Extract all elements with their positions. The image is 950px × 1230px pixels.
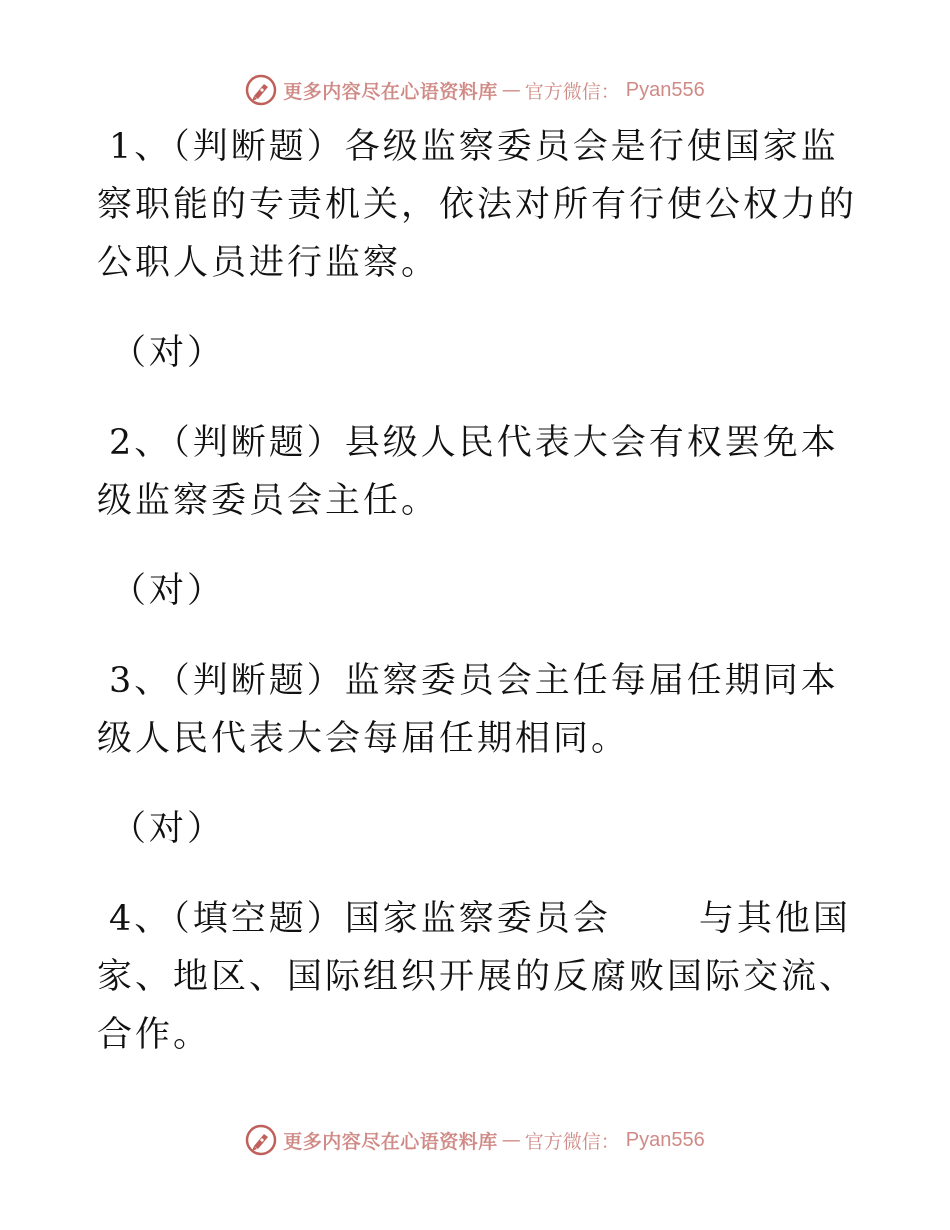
question-type: （判断题） (172, 127, 345, 167)
answer-1: （对） (111, 333, 226, 373)
question-text: 各级监察委员会是行使国家监察职能的专责机关，依法对所有行使公权力的公职人员进行监察。 (97, 127, 858, 283)
footer-watermark (0, 1120, 950, 1160)
answer-3: （对） (111, 809, 226, 849)
question-text-after-blank: 与其他国家、地区、国际组织开展的反腐败国际交流、合作。 (97, 899, 858, 1055)
watermark-wechat-label: 官方微信： (524, 1130, 620, 1153)
question-number: 4、 (109, 899, 173, 939)
question-4 (97, 890, 857, 1064)
question-type: （判断题） (172, 661, 345, 701)
question-1 (97, 118, 857, 292)
pen-nib-logo-icon (245, 74, 277, 106)
document-body (97, 118, 857, 1096)
question-2 (97, 414, 857, 530)
watermark-wechat-label: 官方微信： (524, 80, 620, 103)
header-watermark (0, 70, 950, 110)
question-3 (97, 652, 857, 768)
watermark-dash: — (501, 1129, 521, 1151)
question-type: （填空题） (172, 899, 345, 939)
question-type: （判断题） (172, 423, 345, 463)
watermark-dash: — (501, 79, 521, 101)
answer-2: （对） (111, 571, 226, 611)
watermark-wechat-id: Pyan556 (625, 78, 705, 101)
watermark-text: 更多内容尽在心语资料库 (283, 1130, 498, 1153)
question-text: 监察委员会主任每届任期同本级人民代表大会每届任期相同。 (97, 661, 839, 759)
question-number: 1、 (109, 127, 173, 167)
watermark-wechat-id: Pyan556 (625, 1128, 705, 1151)
question-number: 2、 (109, 423, 173, 463)
pen-nib-logo-icon (245, 1124, 277, 1156)
question-text: 县级人民代表大会有权罢免本级监察委员会主任。 (97, 423, 839, 521)
question-text-before-blank: 国家监察委员会 (344, 899, 611, 939)
watermark-text: 更多内容尽在心语资料库 (283, 80, 498, 103)
question-number: 3、 (109, 661, 173, 701)
